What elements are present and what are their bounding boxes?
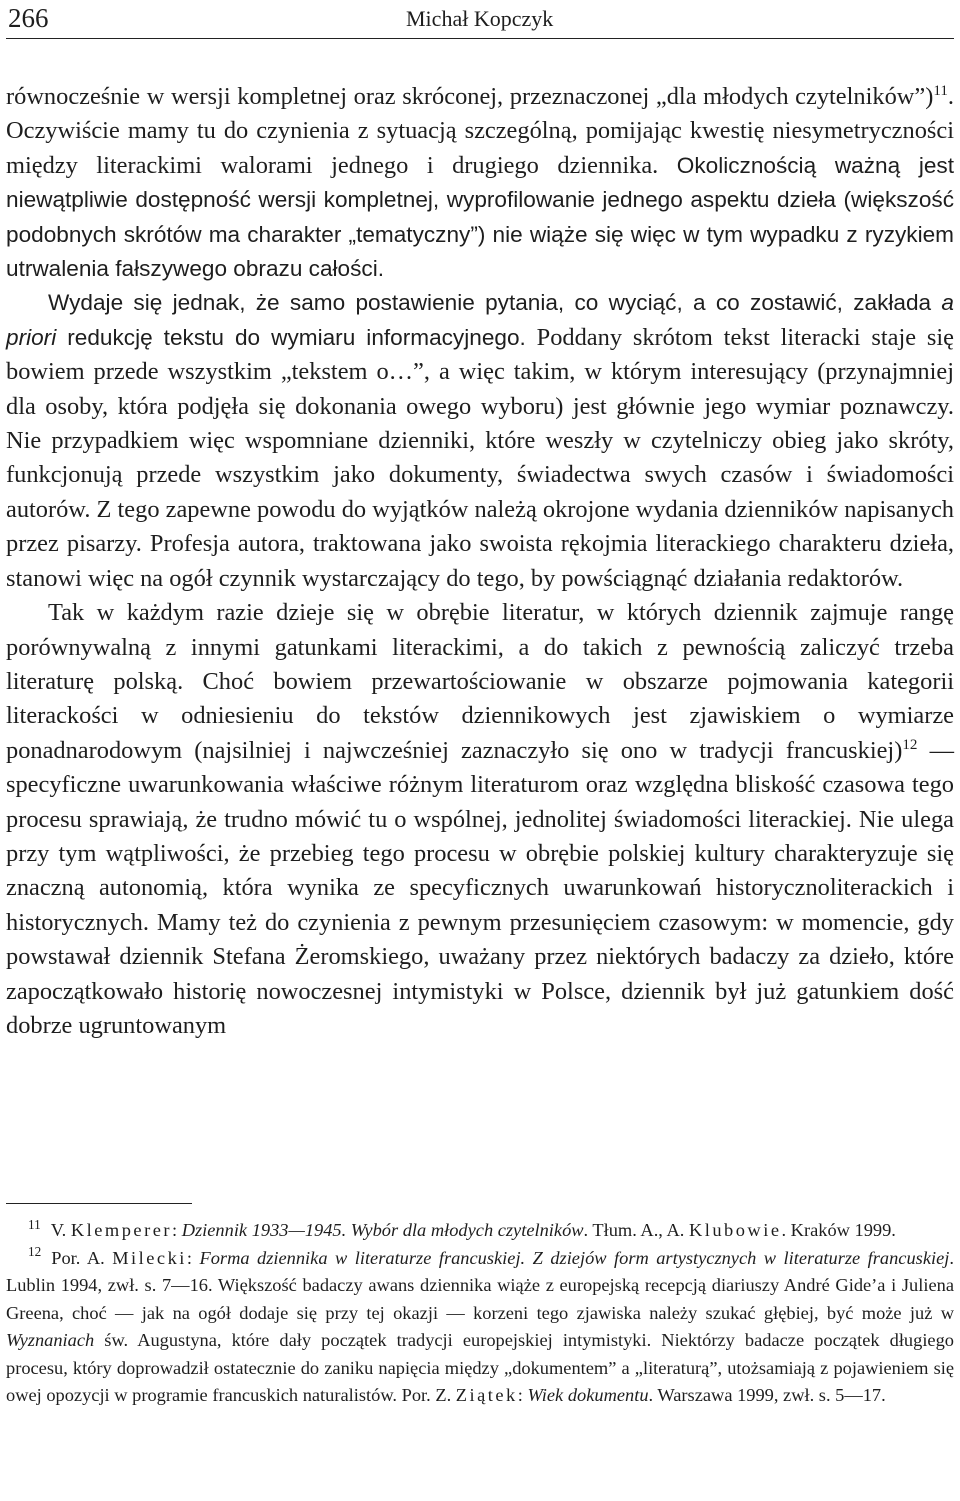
paragraph-1-text-a: równocześnie w wersji kompletnej oraz skróconej, przeznaczonej „dla młodych czytelników”) [6, 83, 934, 110]
footnotes [6, 1217, 954, 1410]
paragraph-2-text-a: Wydaje się jednak, że samo postawienie pytania, co wyciąć, a co zostawić, zakłada [48, 290, 942, 316]
footnote-12-text: Por. A. [51, 1247, 113, 1268]
footnote-12-title: Wyznaniach [6, 1330, 95, 1350]
footnote-12-title: Wiek dokumentu [527, 1385, 649, 1405]
paragraph-3 [6, 596, 954, 1043]
page-header [6, 0, 954, 39]
footnote-ref-11: 11 [933, 82, 948, 99]
footnote-11-text: . Tłum. A., A. [583, 1220, 689, 1240]
paragraph-2-italic: a priori [6, 290, 954, 350]
footnote-12-text: św. Augustyna, które dały początek tradycji europejskiej intymistyki. Niektórzy badacze początek długiego procesu, który doprowadził ostatecznie do zaniku napięcia między „dokumentem” a „literaturą”, utożsamiają z pojawieniem się owej opozycji w programie francuskich naturalistów. Por. Z. [6, 1330, 954, 1405]
paragraph-3-text-a: Tak w każdym razie dzieje się w obrębie literatur, w których dziennik zajmuje rangę porównywalną z innymi gatunkami literackimi, a do takich z pewnością zaliczyć trzeba literaturę polską. Choć bowiem przewartościowanie w obszarze pojmowania kategorii literackości w odniesieniu do tekstów dziennikowych jest zjawiskiem o wymiarze ponadnarodowym (najsilniej i najwcześniej zaznaczyło się ono w tradycji francuskiej) [6, 599, 954, 764]
footnote-11-text: . Kraków 1999. [781, 1220, 896, 1240]
footnote-11-number: 11 [28, 1216, 41, 1232]
footnote-11-text: : [172, 1220, 182, 1240]
footnote-11 [6, 1217, 954, 1245]
paragraph-2-text-d: Nie przypadkiem więc wspomniane dzienniki, które weszły w czytelniczy obieg jako skróty, funkcjonują przede wszystkim jako dokumenty, świadectwa swych czasów i świadomości autorów. Z tego zapewne powodu do wyjątków należą okrojone wydania dzienników napisanych przez pisarzy. Profesja autora, traktowana jako swoista rękojmia literackiego charakteru dzieła, stanowi więc na ogół czynnik wystarczający do tego, by powściągnąć działania redaktorów. [6, 427, 955, 592]
footnote-12-text: . Lublin 1994, zwł. s. 7—16. Większość badaczy awans dziennika wiąże z europejską recepcją diariuszy André Gide’a i Juliena Greena, choć — jak na ogół dodaje się przy tej okazji — korzeni tego zjawiska należy szukać głębiej, być może już w [6, 1247, 954, 1323]
footnote-11-author: Klemperer [70, 1220, 172, 1240]
footnote-12-text: : [517, 1385, 528, 1405]
footnote-12-author: Ziątek [455, 1385, 518, 1405]
footnote-ref-12: 12 [902, 736, 918, 753]
paragraph-1 [6, 80, 954, 286]
paragraph-3-text-b: — specyficzne uwarunkowania właściwe różnym literaturom oraz względna bliskość czasowa tego procesu sprawiają, że trudno mówić tu o wspólnej, jednolitej świadomości literackiej. Nie ulega przy tym wątpliwości, że przebieg tego procesu w obrębie polskiej kultury charakteryzuje się znaczną autonomią, która wynika ze specyficznych uwarunkowań historycznoliterackich i historycznych. Mamy też do czynienia z pewnym przesunięciem czasowym: w momencie, gdy powstawał dziennik Stefana Żeromskiego, uważany przez niektórych badaczy za dzieło, które zapoczątkowało historię nowoczesnej intymistyki w Polsce, dziennik był już gatunkiem dość dobrze ugruntowanym [6, 736, 954, 1039]
footnote-11-translator: Klubowie [688, 1220, 782, 1240]
paragraph-2-text-c: Poddany skrótom tekst literacki staje się bowiem przede wszystkim „tekstem o…”, a więc takim, w którym interesujący (przynajmniej dla osoby, która podjęła się dokonania owego wyboru) jest głównie jego wymiar poznawczy. [6, 323, 954, 420]
paragraph-1-text-c: Okolicznością ważną jest niewątpliwie dostępność wersji kompletnej, wyprofilowanie jednego aspektu dzieła (większość podobnych skrótów ma charakter „tematyczny”) nie wiąże się więc w tym wypadku z ryzykiem utrwalenia fałszywego obrazu całości. [6, 152, 955, 282]
footnote-11-text: V. [50, 1220, 71, 1240]
footnote-12-text: : [186, 1247, 200, 1268]
paragraph-1-text-b: . Oczywiście mamy tu do czynienia z sytuacją szczególną, pomijając kwestię niesymetryczności między literackimi walorami jednego i drugiego dziennika. [6, 83, 954, 179]
footnote-separator [6, 1203, 192, 1204]
main-text [6, 80, 954, 1043]
footnote-12-number: 12 [28, 1244, 42, 1260]
paragraph-2 [6, 286, 954, 596]
running-head: Michał Kopczyk [406, 6, 554, 31]
paragraph-2-text-b: redukcję tekstu do wymiaru informacyjnego. [56, 324, 526, 350]
footnote-12 [6, 1245, 954, 1410]
footnote-12-title: Forma dziennika w literaturze francuskiej. Z dziejów form artystycznych w literaturze francuskiej [199, 1247, 950, 1268]
page-number: 266 [8, 3, 49, 33]
footnote-11-title: Dziennik 1933—1945. Wybór dla młodych czytelników [181, 1220, 584, 1240]
footnote-12-text: . Warszawa 1999, zwł. s. 5—17. [648, 1385, 886, 1405]
footnote-12-author: Milecki [112, 1247, 187, 1268]
